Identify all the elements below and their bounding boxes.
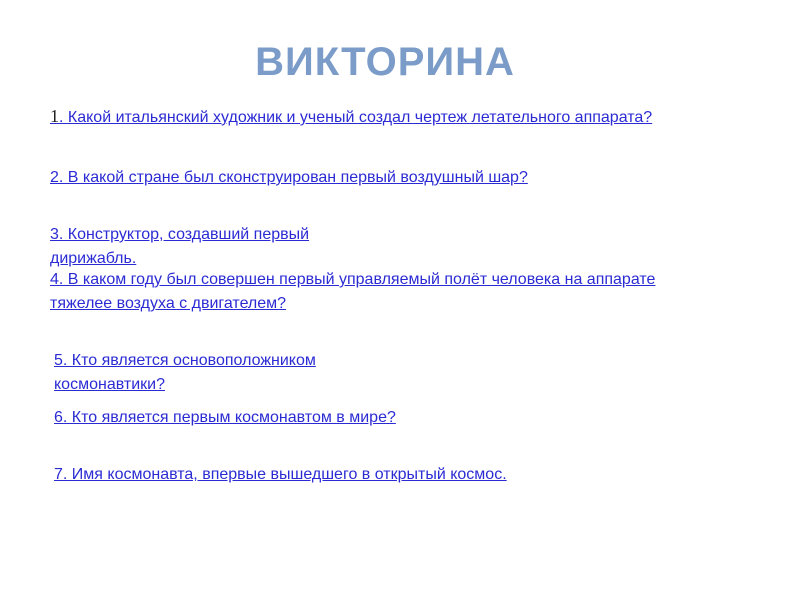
question-5-link[interactable]: 5. Кто является основоположником космонавтики?: [54, 352, 316, 393]
question-6-link[interactable]: 6. Кто является первым космонавтом в мире?: [54, 409, 396, 426]
question-1-number: 1: [50, 106, 59, 126]
question-1-link[interactable]: [50, 104, 710, 130]
question-3-link[interactable]: 3. Конструктор, создавший первый дирижабль.: [50, 226, 310, 267]
question-2-link[interactable]: 2. В какой стране был сконструирован первый воздушный шар?: [50, 169, 528, 186]
question-1-text: . Какой итальянский художник и ученый создал чертеж летательного аппарата?: [59, 109, 653, 126]
slide-title: ВИКТОРИНА: [255, 40, 515, 84]
question-4-link[interactable]: 4. В каком году был совершен первый управляемый полёт человека на аппарате тяжелее воздуха с двигателем?: [50, 271, 656, 312]
question-7-link[interactable]: 7. Имя космонавта, впервые вышедшего в открытый космос.: [54, 466, 507, 483]
